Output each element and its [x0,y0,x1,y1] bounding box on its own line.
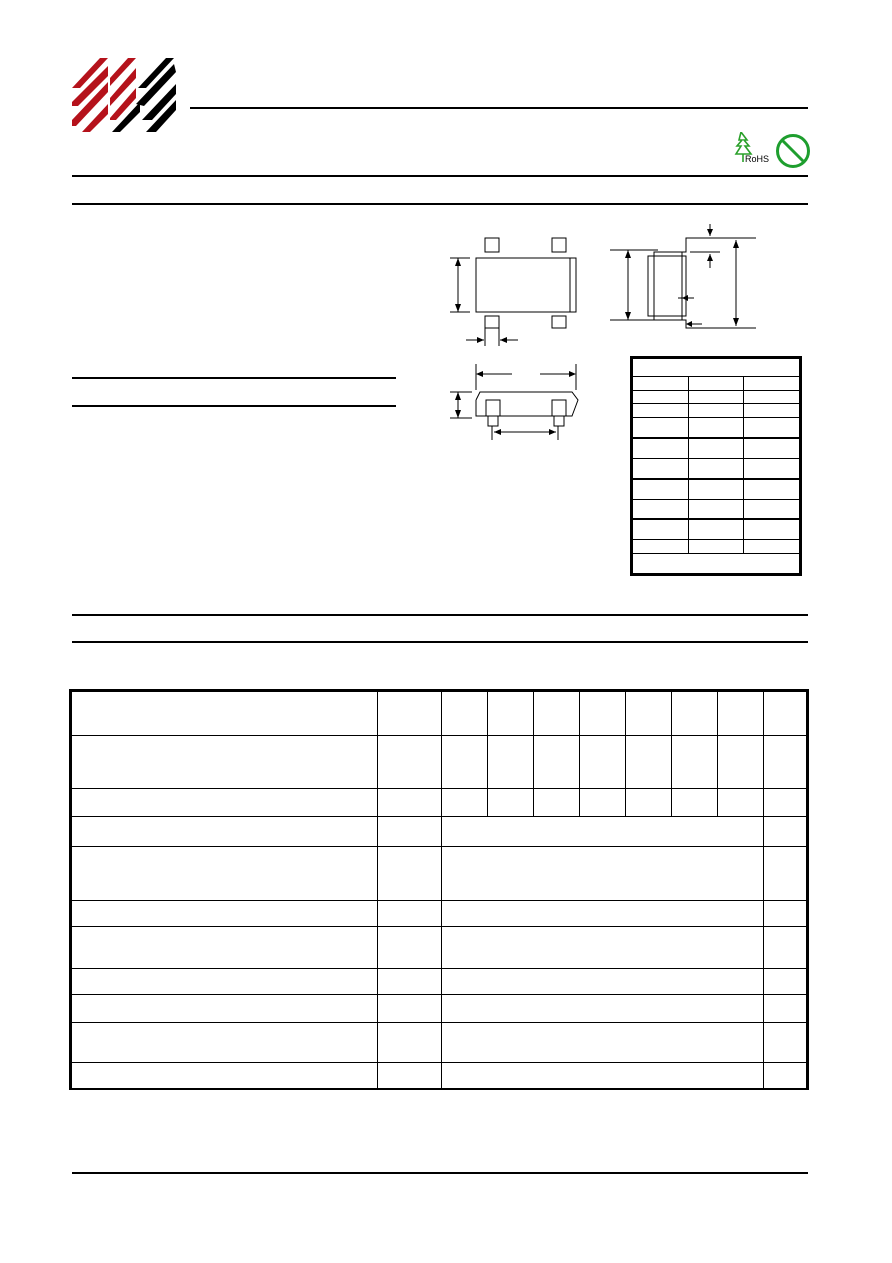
table-cell [72,847,378,901]
table-cell [744,438,800,458]
table-cell [626,736,672,789]
table-cell [72,901,378,927]
table-cell [764,927,807,969]
table-cell [764,969,807,995]
table-cell [688,540,744,554]
table-cell [633,404,689,418]
table-cell [764,817,807,847]
table-cell [633,540,689,554]
table-cell [378,692,442,736]
table-cell [442,995,764,1023]
no-lead-circle-icon [775,133,811,169]
table-cell [688,377,744,391]
table-cell [488,736,534,789]
section-rule-1a [72,175,808,177]
table-cell [488,789,534,817]
table-cell [442,847,764,901]
dimension-table-footer [633,554,800,574]
table-cell [672,789,718,817]
footer-rule [72,1172,808,1174]
table-cell [672,692,718,736]
table-cell [378,995,442,1023]
table-cell [633,417,689,437]
table-cell [488,692,534,736]
table-cell [580,789,626,817]
table-cell [378,969,442,995]
section-rule-2b [72,405,396,407]
table-cell [534,736,580,789]
table-cell [534,692,580,736]
table-cell [72,817,378,847]
table-cell [72,995,378,1023]
table-cell [626,692,672,736]
table-cell [764,901,807,927]
table-cell [688,417,744,437]
table-cell [442,817,764,847]
company-logo-icon [72,58,180,134]
table-cell [72,736,378,789]
table-cell [764,995,807,1023]
ratings-table [69,689,809,1090]
table-cell [744,377,800,391]
table-cell [378,927,442,969]
table-cell [744,458,800,478]
table-cell [442,1063,764,1090]
table-cell [688,390,744,404]
table-cell [633,438,689,458]
table-cell [72,789,378,817]
table-cell [442,927,764,969]
dimension-table-header [633,359,800,377]
table-cell [744,404,800,418]
table-cell [442,736,488,789]
table-cell [72,1023,378,1063]
table-cell [442,692,488,736]
table-cell [764,1063,807,1090]
table-cell [72,927,378,969]
table-cell [744,540,800,554]
table-cell [378,817,442,847]
table-cell [688,438,744,458]
table-cell [633,499,689,519]
header-rule [190,107,808,109]
dimension-table [630,356,802,576]
package-top-view-icon [440,222,620,352]
table-cell [688,404,744,418]
table-cell [672,736,718,789]
table-cell [718,692,764,736]
table-cell [633,377,689,391]
table-cell [378,901,442,927]
table-cell [764,1023,807,1063]
section-rule-1b [72,203,808,205]
table-cell [764,789,807,817]
table-cell [72,692,378,736]
package-side-view-icon [606,222,766,334]
table-cell [442,789,488,817]
table-cell [378,789,442,817]
table-cell [744,479,800,499]
table-cell [744,499,800,519]
table-cell [534,789,580,817]
table-cell [718,789,764,817]
table-cell [744,417,800,437]
table-cell [442,901,764,927]
table-cell [442,969,764,995]
table-cell [688,458,744,478]
rohs-label: RoHS [745,154,770,164]
table-cell [580,692,626,736]
table-cell [378,736,442,789]
table-cell [744,519,800,539]
table-cell [442,1023,764,1063]
table-cell [633,479,689,499]
table-cell [764,692,807,736]
rohs-badge [733,132,773,170]
section-rule-3a [72,614,808,616]
table-cell [633,390,689,404]
table-cell [378,1023,442,1063]
table-cell [626,789,672,817]
table-cell [688,499,744,519]
table-cell [72,969,378,995]
table-cell [744,390,800,404]
table-cell [378,1063,442,1090]
section-rule-3b [72,641,808,643]
table-cell [580,736,626,789]
table-cell [72,1063,378,1090]
table-cell [718,736,764,789]
table-cell [633,519,689,539]
table-cell [764,736,807,789]
section-rule-2a [72,377,396,379]
package-front-view-icon [440,360,600,450]
table-cell [378,847,442,901]
table-cell [764,847,807,901]
table-cell [688,519,744,539]
table-cell [633,458,689,478]
table-cell [688,479,744,499]
